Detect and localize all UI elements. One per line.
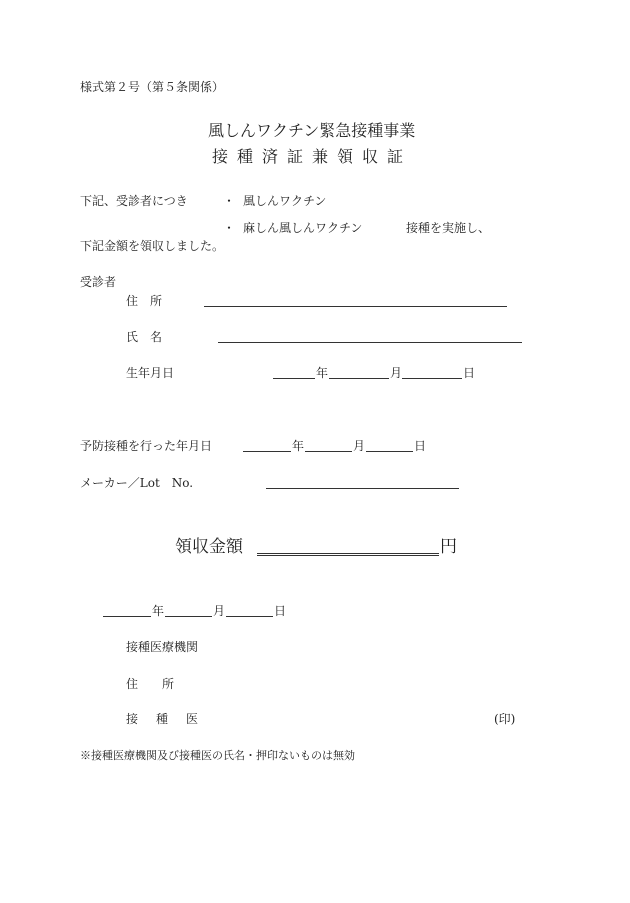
title-line1: 風しんワクチン緊急接種事業 <box>208 121 416 140</box>
amount-unit: 円 <box>440 537 457 557</box>
vaccination-year-line[interactable] <box>243 451 291 452</box>
issue-year-unit: 年 <box>152 604 165 618</box>
option-rubella-vaccine: 風しんワクチン <box>243 194 327 208</box>
dob-month-line[interactable] <box>329 378 389 379</box>
vaccination-day-line[interactable] <box>366 451 413 452</box>
dob-year-line[interactable] <box>273 378 315 379</box>
intro-prefix: 下記、受診者につき <box>80 194 188 208</box>
dob-month-unit: 月 <box>390 366 403 380</box>
footnote: ※接種医療機関及び接種医の氏名・押印ないものは無効 <box>80 749 355 762</box>
intro-suffix: 接種を実施し、 <box>406 221 491 235</box>
issue-month-unit: 月 <box>213 604 226 618</box>
recipient-name-line[interactable] <box>218 342 522 343</box>
vaccination-date-label: 予防接種を行った年月日 <box>80 439 213 453</box>
maker-lot-label: メーカー／Lot No. <box>80 476 194 490</box>
form-number: 様式第２号（第５条関係） <box>80 80 225 94</box>
vaccination-month-unit: 月 <box>353 439 366 453</box>
dob-year-unit: 年 <box>316 366 329 380</box>
bullet-1: ・ <box>223 194 236 208</box>
bullet-2: ・ <box>223 221 236 235</box>
intro-line2: 下記金額を領収しました。 <box>80 239 225 253</box>
option-mr-vaccine: 麻しん風しんワクチン <box>243 221 363 235</box>
issue-day-unit: 日 <box>274 604 287 618</box>
recipient-address-line[interactable] <box>204 306 507 307</box>
issue-month-line[interactable] <box>165 616 212 617</box>
dob-day-line[interactable] <box>402 378 462 379</box>
seal-mark: (印) <box>494 712 516 726</box>
title-line2: 接種済証兼領収証 <box>212 147 413 166</box>
issue-year-line[interactable] <box>103 616 151 617</box>
vaccination-year-unit: 年 <box>292 439 305 453</box>
recipient-address-label: 住 所 <box>126 294 163 308</box>
recipient-name-label: 氏 名 <box>126 330 163 344</box>
institution-label: 接種医療機関 <box>126 640 199 654</box>
maker-lot-line[interactable] <box>266 488 459 489</box>
doctor-label: 接種医 <box>126 712 217 726</box>
vaccination-month-line[interactable] <box>305 451 352 452</box>
vaccination-day-unit: 日 <box>414 439 427 453</box>
dob-day-unit: 日 <box>463 366 476 380</box>
recipient-heading: 受診者 <box>80 275 117 289</box>
institution-address-label: 住 所 <box>126 677 175 691</box>
amount-line[interactable] <box>257 553 439 556</box>
recipient-dob-label: 生年月日 <box>126 366 175 380</box>
amount-label: 領収金額 <box>175 537 243 557</box>
issue-day-line[interactable] <box>226 616 273 617</box>
